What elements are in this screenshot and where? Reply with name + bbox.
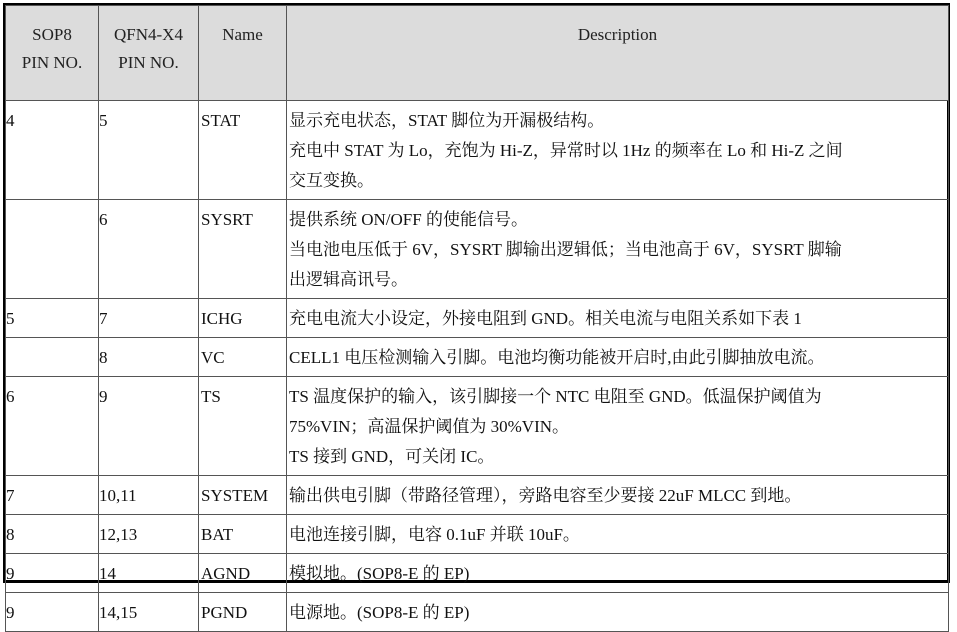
description-cell [287,377,949,476]
header-sop8-line1: SOP8 [32,25,72,44]
qfn-pin-cell: 6 [99,200,199,299]
description-cell [287,515,949,554]
pin-name-cell: SYSTEM [199,476,287,515]
pin-name-cell: TS [199,377,287,476]
qfn-pin-cell: 7 [99,299,199,338]
description-line: 出逻辑高讯号。 [289,270,408,289]
table-row [6,593,949,632]
description-line: CELL1 电压检测输入引脚。电池均衡功能被开启时,由此引脚抽放电流。 [289,348,825,367]
pin-name-cell: PGND [199,593,287,632]
header-description: Description [287,6,949,101]
sop8-pin-cell [6,338,99,377]
sop8-pin-cell: 9 [6,554,99,593]
description-cell [287,593,949,632]
description-line: TS 接到 GND，可关闭 IC。 [289,447,495,466]
description-cell [287,101,949,200]
pin-description-table [5,5,949,632]
pin-name-cell: AGND [199,554,287,593]
sop8-pin-cell: 9 [6,593,99,632]
description-line: 交互变换。 [289,171,374,190]
description-line: 模拟地。(SOP8-E 的 EP) [289,564,470,583]
sop8-pin-cell: 7 [6,476,99,515]
description-cell [287,299,949,338]
header-qfn-pin [99,6,199,101]
table-row [6,299,949,338]
description-cell [287,338,949,377]
qfn-pin-cell: 14 [99,554,199,593]
pin-name-cell: STAT [199,101,287,200]
qfn-pin-cell: 10,11 [99,476,199,515]
description-line: 电池连接引脚，电容 0.1uF 并联 10uF。 [289,525,580,544]
table-body [6,101,949,632]
pin-name-cell: BAT [199,515,287,554]
qfn-pin-cell: 9 [99,377,199,476]
table-header [6,6,949,101]
table-row [6,338,949,377]
sop8-pin-cell: 6 [6,377,99,476]
description-line: TS 温度保护的输入，该引脚接一个 NTC 电阻至 GND。低温保护阈值为 [289,387,822,406]
header-qfn-line1: QFN4-X4 [114,25,183,44]
description-line: 75%VIN；高温保护阈值为 30%VIN。 [289,417,570,436]
description-line: 当电池电压低于 6V，SYSRT 脚输出逻辑低；当电池高于 6V，SYSRT 脚输 [289,240,842,259]
table-row [6,554,949,593]
pin-name-cell: ICHG [199,299,287,338]
sop8-pin-cell: 5 [6,299,99,338]
header-name: Name [199,6,287,101]
description-line: 电源地。(SOP8-E 的 EP) [289,603,470,622]
description-cell [287,554,949,593]
description-line: 输出供电引脚（带路径管理），旁路电容至少要接 22uF MLCC 到地。 [289,486,802,505]
description-cell [287,476,949,515]
table-row [6,476,949,515]
qfn-pin-cell: 12,13 [99,515,199,554]
description-line: 提供系统 ON/OFF 的使能信号。 [289,210,528,229]
sop8-pin-cell [6,200,99,299]
description-line: 充电电流大小设定，外接电阻到 GND。相关电流与电阻关系如下表 1 [289,309,802,328]
header-sop8-pin [6,6,99,101]
description-cell [287,200,949,299]
sop8-pin-cell: 4 [6,101,99,200]
table-row [6,101,949,200]
header-sop8-line2: PIN NO. [21,53,83,72]
qfn-pin-cell: 8 [99,338,199,377]
qfn-pin-cell: 5 [99,101,199,200]
table-row [6,200,949,299]
table-row [6,377,949,476]
table-row [6,515,949,554]
description-line: 显示充电状态，STAT 脚位为开漏极结构。 [289,111,605,130]
pin-name-cell: SYSRT [199,200,287,299]
sop8-pin-cell: 8 [6,515,99,554]
header-qfn-line2: PIN NO. [118,53,179,72]
qfn-pin-cell: 14,15 [99,593,199,632]
description-line: 充电中 STAT 为 Lo，充饱为 Hi-Z，异常时以 1Hz 的频率在 Lo 和 Hi-Z 之间 [289,141,843,160]
pin-name-cell: VC [199,338,287,377]
